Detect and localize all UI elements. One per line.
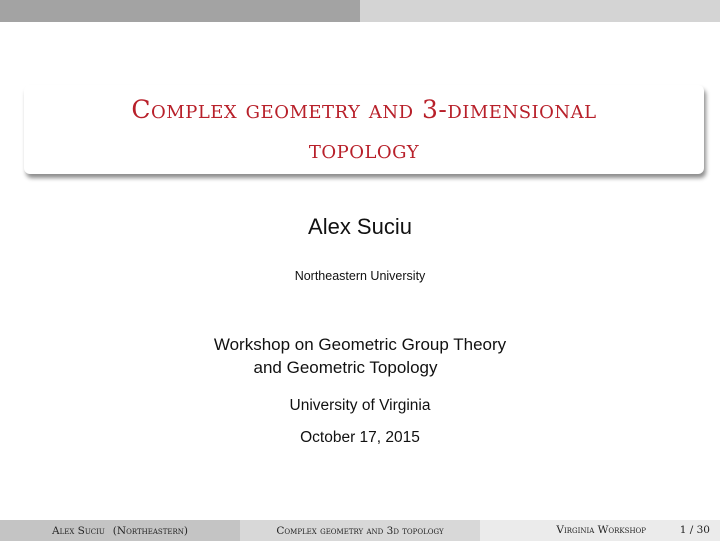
page-number: 1 / 30 bbox=[679, 524, 710, 536]
header-bar bbox=[0, 0, 720, 22]
event-line-1: Workshop on Geometric Group Theory bbox=[213, 335, 507, 354]
footer-short-event: Virginia Workshop bbox=[556, 524, 646, 536]
title-block bbox=[24, 85, 704, 174]
title-line-1: Complex geometry and 3-dimensional bbox=[131, 94, 597, 124]
title-line-2: topology bbox=[308, 134, 420, 164]
footer-event-section bbox=[480, 520, 720, 541]
footer-author: Alex Suciu bbox=[52, 524, 105, 537]
slide-title bbox=[131, 90, 596, 170]
event-name bbox=[0, 333, 720, 379]
event-line-2: and Geometric Topology bbox=[253, 358, 438, 377]
author-name: Alex Suciu bbox=[308, 214, 412, 239]
footer-short-title: Complex geometry and 3d topology bbox=[276, 524, 444, 537]
header-bar-left bbox=[0, 0, 360, 22]
footer-institute: (Northeastern) bbox=[112, 524, 188, 537]
date: October 17, 2015 bbox=[300, 429, 420, 446]
footer-title-section bbox=[240, 520, 480, 541]
header-bar-right bbox=[360, 0, 720, 22]
footer-bar bbox=[0, 520, 720, 541]
footer-author-section bbox=[0, 520, 240, 541]
venue: University of Virginia bbox=[289, 397, 431, 414]
author-institute: Northeastern University bbox=[294, 269, 426, 283]
